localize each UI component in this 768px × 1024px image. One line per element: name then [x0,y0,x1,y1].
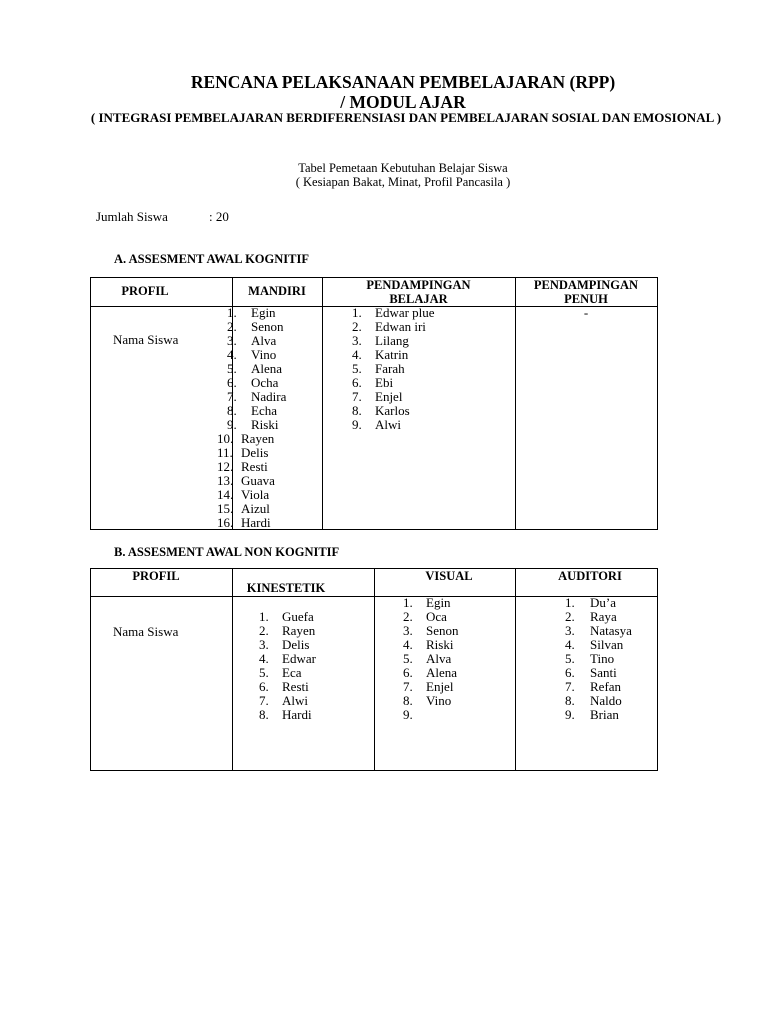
list-item-name: Echa [251,403,277,418]
list-item [565,638,655,652]
list-auditori [565,596,655,722]
list-item-number: 7. [259,693,269,708]
list-item-name: Eca [282,665,302,680]
list-item [259,680,369,694]
list-item [227,334,327,348]
list-item-number: 13. [217,473,234,488]
list-item-number: 3. [565,623,575,638]
list-item [565,666,655,680]
list-item-number: 4. [227,347,237,362]
list-item-name: Enjel [375,389,403,404]
list-item-number: 1. [227,305,237,320]
list-pendampingan-belajar [352,306,512,432]
list-item-name: Edwan iri [375,319,426,334]
list-item-name: Egin [426,595,451,610]
list-item [403,624,513,638]
table-caption: Tabel Pemetaan Kebutuhan Belajar Siswa [298,161,508,175]
list-item-name: Alena [251,361,283,376]
document-subtitle: ( INTEGRASI PEMBELAJARAN BERDIFERENSIASI DAN PEMBELAJARAN SOSIAL DAN EMOSIONAL ) [90,110,722,125]
list-item-name: Alwi [282,693,308,708]
document-title: RENCANA PELAKSANAAN PEMBELAJARAN (RPP) [190,72,616,92]
list-item [227,404,327,418]
list-item [227,390,327,404]
table-caption-note: ( Kesiapan Bakat, Minat, Profil Pancasila ) [295,175,511,189]
list-item-name: Hardi [241,515,271,530]
list-item-name: Egin [251,305,276,320]
header-pendampingan-penuh-2: PENUH [564,292,608,306]
pendampingan-penuh-value: - [583,305,589,320]
list-item-number: 5. [259,665,269,680]
list-item-name: Vino [426,693,452,708]
list-item-number: 6. [352,375,362,390]
list-item-name: Delis [241,445,269,460]
list-item-number: 2. [227,319,237,334]
list-item [217,473,327,488]
list-item-number: 2. [403,609,413,624]
list-item [403,638,513,652]
list-item-name: Ebi [375,375,394,390]
list-item-name: Natasya [590,623,632,638]
list-item [217,515,327,530]
list-item-name: Refan [590,679,622,694]
list-item-number: 14. [217,487,234,502]
list-item-number: 15. [217,501,234,516]
list-item-name: Farah [375,361,405,376]
list-item-number: 5. [565,651,575,666]
list-item [403,610,513,624]
list-item-name: Tino [590,651,615,666]
list-item [403,596,513,610]
list-item-number: 8. [565,693,575,708]
list-item-number: 6. [227,375,237,390]
list-item-number: 9. [227,417,237,432]
list-item-name: Vino [251,347,277,362]
list-item [565,680,655,694]
header-mandiri: MANDIRI [248,284,306,298]
list-item-number: 11. [217,445,233,460]
jumlah-siswa-value: : 20 [209,209,229,224]
list-item [217,445,327,460]
list-item-number: 2. [259,623,269,638]
list-item-name: Edwar plue [375,305,435,320]
list-item-number: 7. [352,389,362,404]
list-item [352,362,512,376]
table-divider [232,569,233,770]
list-item-name: Naldo [590,693,622,708]
list-item [259,638,369,652]
list-item [565,596,655,610]
list-item-name: Alwi [375,417,401,432]
list-item [403,708,513,722]
list-item-number: 6. [259,679,269,694]
list-item-name: Alva [251,333,277,348]
list-item-number: 2. [565,609,575,624]
list-item [565,694,655,708]
list-item-number: 16. [217,515,234,530]
list-item-number: 10. [217,431,234,446]
header-profil: PROFIL [132,569,180,583]
list-item [259,624,369,638]
header-auditori: AUDITORI [558,569,622,583]
list-item [403,666,513,680]
header-pendampingan-belajar-2: BELAJAR [389,292,448,306]
jumlah-siswa-label: Jumlah Siswa [96,209,168,224]
list-item-number: 5. [352,361,362,376]
table-non-kognitif [90,568,658,771]
list-item-name: Ocha [251,375,279,390]
list-item [352,390,512,404]
list-item-name: Riski [426,637,454,652]
list-item-number: 1. [403,595,413,610]
document-title-line2: / MODUL AJAR [340,92,466,112]
list-item [403,680,513,694]
list-item-name: Edwar [282,651,316,666]
list-item-name: Alena [426,665,458,680]
list-item [352,376,512,390]
list-item-name: Guava [241,473,275,488]
header-pendampingan-penuh-1: PENDAMPINGAN [533,278,639,292]
list-item [227,376,327,390]
list-item-name: Rayen [282,623,316,638]
table-divider [515,569,516,770]
list-item-name: Raya [590,609,617,624]
list-item-number: 1. [352,305,362,320]
list-item-name: Katrin [375,347,409,362]
list-item-number: 5. [227,361,237,376]
list-item-number: 3. [259,637,269,652]
list-visual [403,596,513,722]
list-mandiri [217,305,327,530]
list-item-number: 3. [352,333,362,348]
list-item-number: 2. [352,319,362,334]
list-item-number: 4. [352,347,362,362]
list-item [352,348,512,362]
list-item-name: Lilang [375,333,409,348]
list-item [217,487,327,502]
list-item-number: 1. [259,609,269,624]
row-label-nama-siswa: Nama Siswa [113,332,179,347]
list-item [217,431,327,446]
list-item-name: Delis [282,637,310,652]
list-item [352,320,512,334]
list-item [259,708,369,722]
list-item [403,652,513,666]
list-item [352,404,512,418]
list-item [259,694,369,708]
list-item-number: 1. [565,595,575,610]
list-item-name: Hardi [282,707,312,722]
list-item [565,610,655,624]
list-item-name: Santi [590,665,617,680]
header-kinestetik: KINESTETIK [246,581,326,595]
list-item-name: Viola [241,487,270,502]
list-item-name: Enjel [426,679,454,694]
list-item [352,334,512,348]
list-item-number: 8. [352,403,362,418]
list-item [217,501,327,516]
list-item-name: Aizul [241,501,270,516]
list-item-number: 7. [403,679,413,694]
list-item-name: Nadira [251,389,287,404]
list-item-number: 8. [227,403,237,418]
list-item-number: 6. [403,665,413,680]
list-item [227,320,327,334]
list-item-number: 3. [227,333,237,348]
section-b-heading: B. ASSESMENT AWAL NON KOGNITIF [114,545,340,559]
list-item-number: 9. [403,707,413,722]
list-item-name: Senon [426,623,459,638]
header-pendampingan-belajar-1: PENDAMPINGAN [366,278,471,292]
list-item-number: 7. [565,679,575,694]
list-item-name: Rayen [241,431,275,446]
list-item [217,459,327,474]
section-a-heading: A. ASSESMENT AWAL KOGNITIF [114,252,309,266]
header-visual: VISUAL [425,569,473,583]
list-item-number: 4. [565,637,575,652]
list-item-number: 4. [259,651,269,666]
list-item-number: 6. [565,665,575,680]
list-item-number: 5. [403,651,413,666]
list-item [259,652,369,666]
list-item [227,306,327,320]
list-item-name: Resti [241,459,268,474]
list-item [227,362,327,376]
list-item-number: 9. [352,417,362,432]
list-item-number: 8. [403,693,413,708]
list-item [565,708,655,722]
table-kognitif [90,277,658,530]
list-item-name: Du’a [590,595,616,610]
list-kinestetik [259,610,369,722]
list-item [565,652,655,666]
list-item [565,624,655,638]
row-label-nama-siswa: Nama Siswa [113,624,179,639]
list-item-number: 3. [403,623,413,638]
list-item [227,418,327,432]
table-divider [374,569,375,770]
list-item-number: 4. [403,637,413,652]
list-item [227,348,327,362]
list-item-name: Karlos [375,403,410,418]
list-item-name: Riski [251,417,279,432]
list-item [403,694,513,708]
list-item-name: Silvan [590,637,624,652]
list-item [259,610,369,624]
header-profil: PROFIL [121,284,169,298]
list-item-number: 8. [259,707,269,722]
list-item-name: Guefa [282,609,314,624]
list-item-number: 9. [565,707,575,722]
list-item-name: Resti [282,679,309,694]
list-item-name: Oca [426,609,447,624]
list-item-name: Alva [426,651,452,666]
list-item-number: 7. [227,389,237,404]
list-item-name: Brian [590,707,619,722]
list-item [352,418,512,432]
list-item [352,306,512,320]
list-item-number: 12. [217,459,234,474]
list-item [259,666,369,680]
list-item-name: Senon [251,319,284,334]
